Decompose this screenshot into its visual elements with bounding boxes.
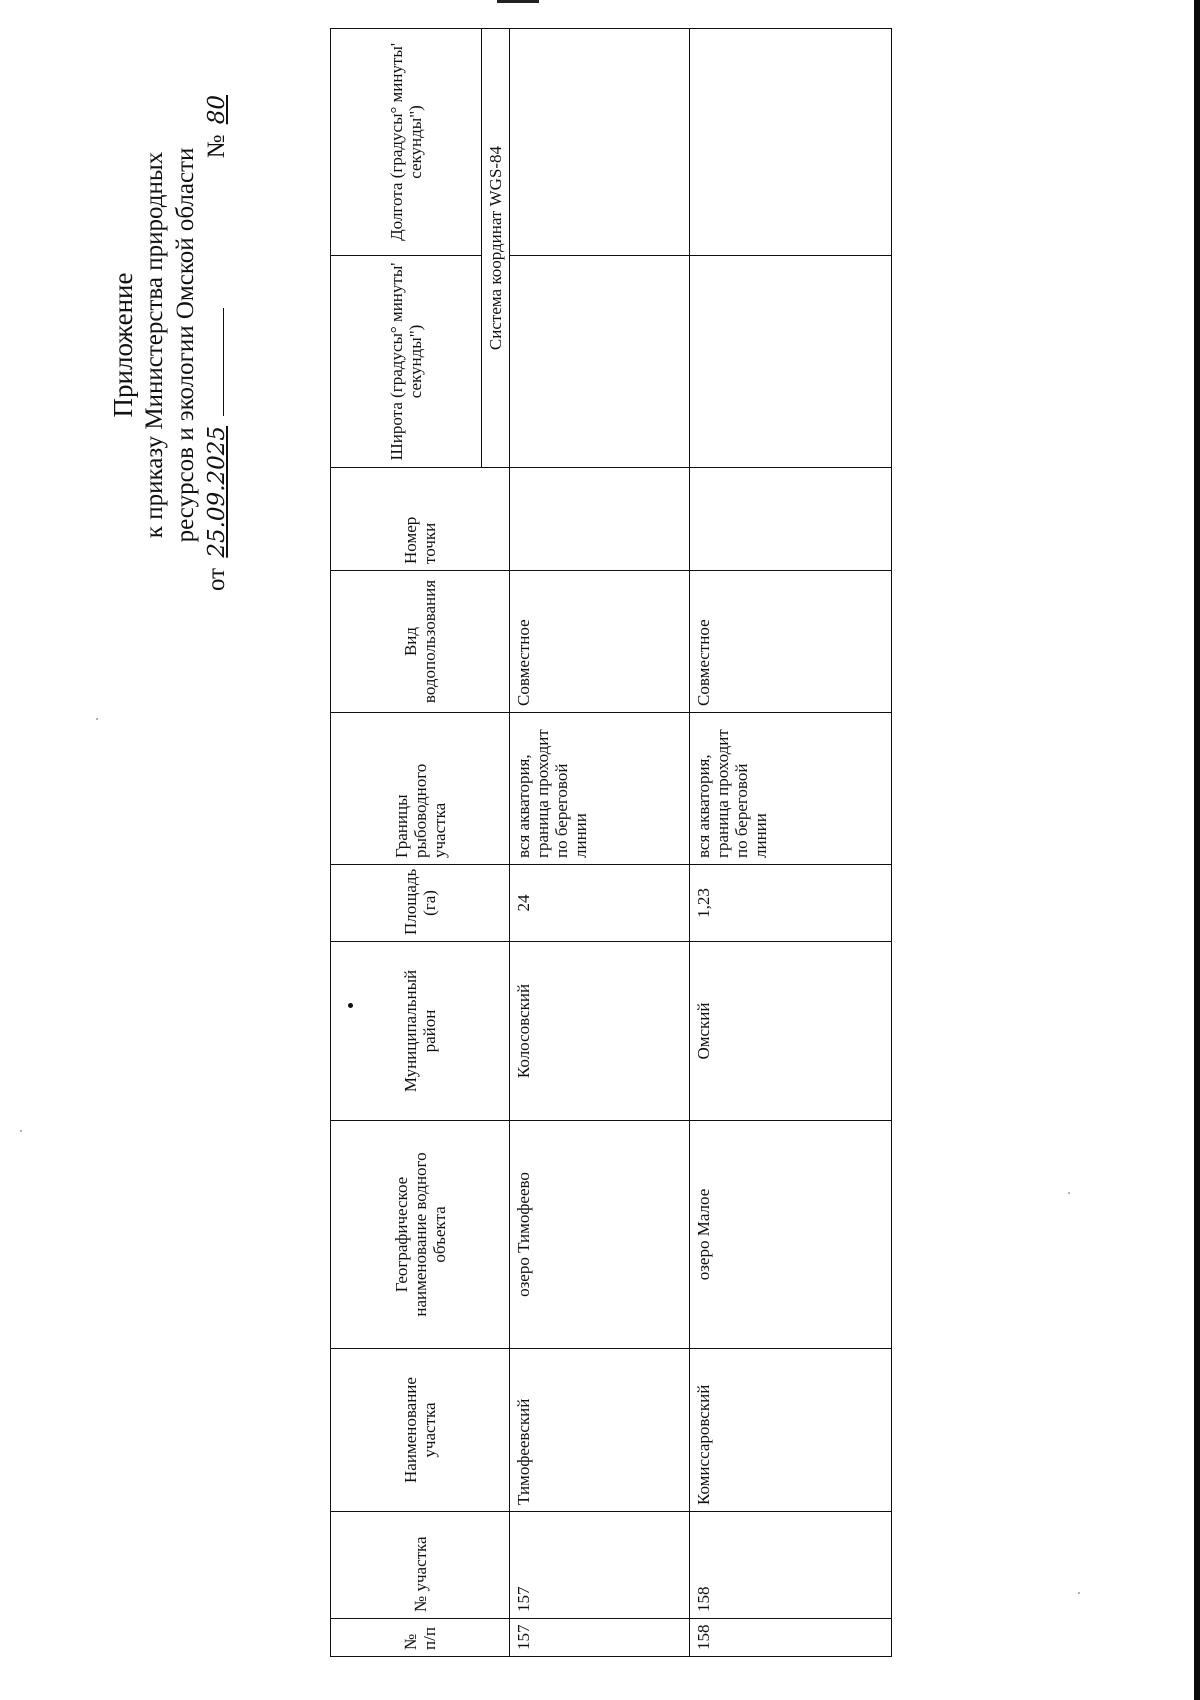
col-header-bounds: Границы рыбоводного участка [331,713,510,865]
handwritten-date: 25.09.2025 [204,425,230,558]
header-date-line [201,85,233,605]
cell-lat [689,256,891,468]
header-line-1: к приказу Министерства природных [141,151,168,539]
cell-name: Тимофеевский [510,1349,689,1512]
cell-area: 1,23 [689,865,891,942]
cell-usage: Совместное [510,571,689,713]
appendix-header [108,85,233,605]
col-header-site-no: № участка [331,1512,510,1619]
cell-district: Омский [689,942,891,1121]
header-line-2: ресурсов и экологии Омской области [172,147,199,543]
cell-site-no: 158 [689,1512,891,1619]
col-header-lon: Долгота (градусы° минуты' секунды") [331,29,482,256]
fishery-sites-table [330,28,892,1657]
coord-system-label: Система координат WGS-84 [481,29,510,468]
table-row [689,29,891,1657]
appendix-title: Приложение [108,272,138,418]
cell-lon [689,29,891,256]
table-header-row [331,29,482,1657]
col-header-area: Площадь (га) [331,865,510,942]
cell-lat [510,256,689,468]
cell-water-body: озеро Малое [689,1121,891,1349]
cell-bounds: вся акватория, граница проходит по береговой линии [510,713,689,865]
col-header-name: Наименование участка [331,1349,510,1512]
col-header-point: Номер точки [331,468,510,571]
cell-bounds: вся акватория, граница проходит по береговой линии [689,713,891,865]
cell-point [510,468,689,571]
date-group [201,308,233,591]
col-header-pp: № п/п [331,1619,510,1657]
date-label: от [203,567,230,591]
cell-name: Комиссаровский [689,1349,891,1512]
number-group [201,91,233,158]
cell-water-body: озеро Тимофеево [510,1121,689,1349]
number-label: № [203,134,230,159]
cell-district: Колосовский [510,942,689,1121]
col-header-usage: Вид водопользования [331,571,510,713]
handwritten-number: 80 [204,95,230,125]
col-header-lat: Широта (градусы° минуты' секунды") [331,256,482,468]
cell-usage: Совместное [689,571,891,713]
cell-pp: 157 [510,1619,689,1657]
cell-point [689,468,891,571]
cell-pp: 158 [689,1619,891,1657]
cell-area: 24 [510,865,689,942]
col-header-water-body: Географическое наименование водного объекта [331,1121,510,1349]
cell-lon [510,29,689,256]
col-header-district: Муниципальный район [331,942,510,1121]
table-row [510,29,689,1657]
date-blank-line [205,308,224,416]
cell-site-no: 157 [510,1512,689,1619]
